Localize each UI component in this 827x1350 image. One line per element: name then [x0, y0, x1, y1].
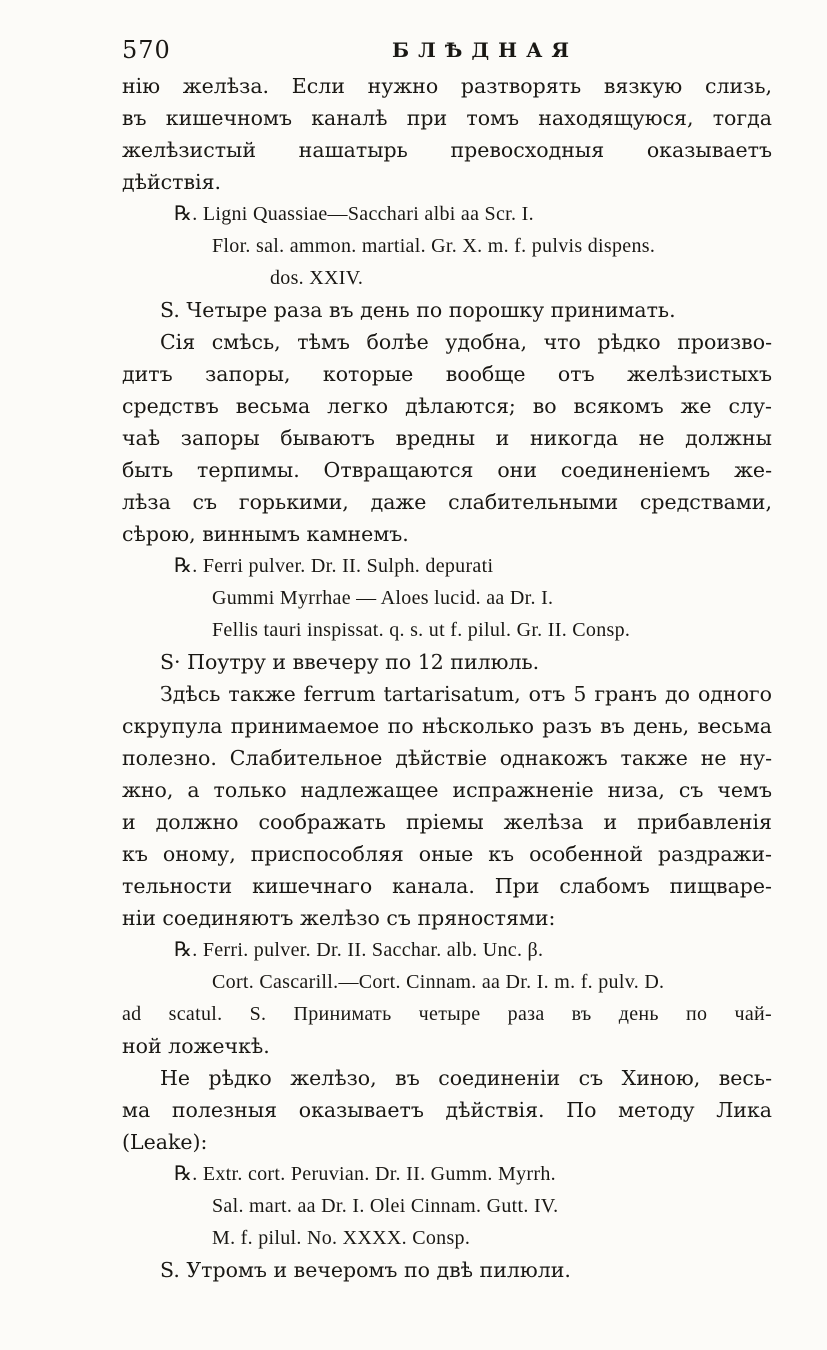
- text-line: скрупула принимаемое по нѣсколько разъ въ день, весьма: [122, 714, 772, 738]
- running-title: БЛѢДНАЯ: [392, 38, 578, 62]
- text-line: S. Утромъ и вечеромъ по двѣ пилюли.: [160, 1258, 571, 1282]
- page-number: 570: [122, 36, 171, 64]
- text-line: ℞. Ligni Quassiae—Sacchari albi aa Scr. I.: [174, 203, 534, 225]
- text-line: дѣйствія.: [122, 170, 222, 194]
- text-line: Сія смѣсь, тѣмъ болѣе удобна, что рѣдко произво-: [160, 330, 772, 354]
- text-line: нію желѣза. Если нужно разтворять вязкую слизь,: [122, 74, 772, 98]
- text-line: dos. XXIV.: [270, 267, 364, 289]
- text-line: ad scatul. S. Принимать четыре раза въ день по чай-: [122, 1003, 772, 1025]
- text-line: Cort. Cascarill.—Cort. Cinnam. aa Dr. I. m. f. pulv. D.: [212, 971, 665, 993]
- text-line: ніи соединяютъ желѣзо съ пряностями:: [122, 906, 556, 930]
- text-line: ℞. Ferri. pulver. Dr. II. Sacchar. alb. Unc. β.: [174, 939, 544, 961]
- text-line: M. f. pilul. No. XXXX. Consp.: [212, 1227, 471, 1249]
- text-line: тельности кишечнаго канала. При слабомъ пищваре-: [122, 874, 772, 898]
- text-line: ℞. Extr. cort. Peruvian. Dr. II. Gumm. Myrrh.: [174, 1163, 556, 1185]
- page-header: [122, 36, 765, 68]
- body-text: [122, 70, 772, 1286]
- text-line: къ оному, приспособляя оные къ особенной раздражи-: [122, 842, 772, 866]
- text-line: полезно. Слабительное дѣйствіе однакожъ также не ну-: [122, 746, 772, 770]
- text-line: быть терпимы. Отвращаются они соединеніемъ же-: [122, 458, 772, 482]
- text-line: Gummi Myrrhae — Aloes lucid. aa Dr. I.: [212, 587, 554, 609]
- text-line: чаѣ запоры бываютъ вредны и никогда не должны: [122, 426, 772, 450]
- text-line: ма полезныя оказываетъ дѣйствія. По методу Лика: [122, 1098, 772, 1122]
- text-line: жно, а только надлежащее испражненіе низа, съ чемъ: [122, 778, 772, 802]
- text-line: лѣза съ горькими, даже слабительными средствами,: [122, 490, 772, 514]
- text-line: въ кишечномъ каналѣ при томъ находящуюся, тогда: [122, 106, 772, 130]
- text-line: ной ложечкѣ.: [122, 1034, 270, 1058]
- text-line: Fellis tauri inspissat. q. s. ut f. pilul. Gr. II. Consp.: [212, 619, 631, 641]
- text-line: S. Четыре раза въ день по порошку принимать.: [160, 298, 676, 322]
- text-line: и должно соображать пріемы желѣза и прибавленія: [122, 810, 772, 834]
- text-line: дитъ запоры, которые вообще отъ желѣзистыхъ: [122, 362, 772, 386]
- text-line: Sal. mart. aa Dr. I. Olei Cinnam. Gutt. IV.: [212, 1195, 559, 1217]
- text-line: средствъ весьма легко дѣлаются; во всякомъ же слу-: [122, 394, 772, 418]
- text-line: Не рѣдко желѣзо, въ соединеніи съ Хиною, весь-: [160, 1066, 772, 1090]
- text-line: сѣрою, виннымъ камнемъ.: [122, 522, 409, 546]
- text-line: S· Поутру и ввечеру по 12 пилюль.: [160, 650, 540, 674]
- text-line: Здѣсь также ferrum tartarisatum, отъ 5 гранъ до одного: [160, 682, 772, 706]
- text-line: ℞. Ferri pulver. Dr. II. Sulph. depurati: [174, 555, 494, 577]
- text-line: (Leake):: [122, 1130, 208, 1154]
- text-line: желѣзистый нашатырь превосходныя оказываетъ: [122, 138, 772, 162]
- text-line: Flor. sal. ammon. martial. Gr. X. m. f. pulvis dispens.: [212, 235, 656, 257]
